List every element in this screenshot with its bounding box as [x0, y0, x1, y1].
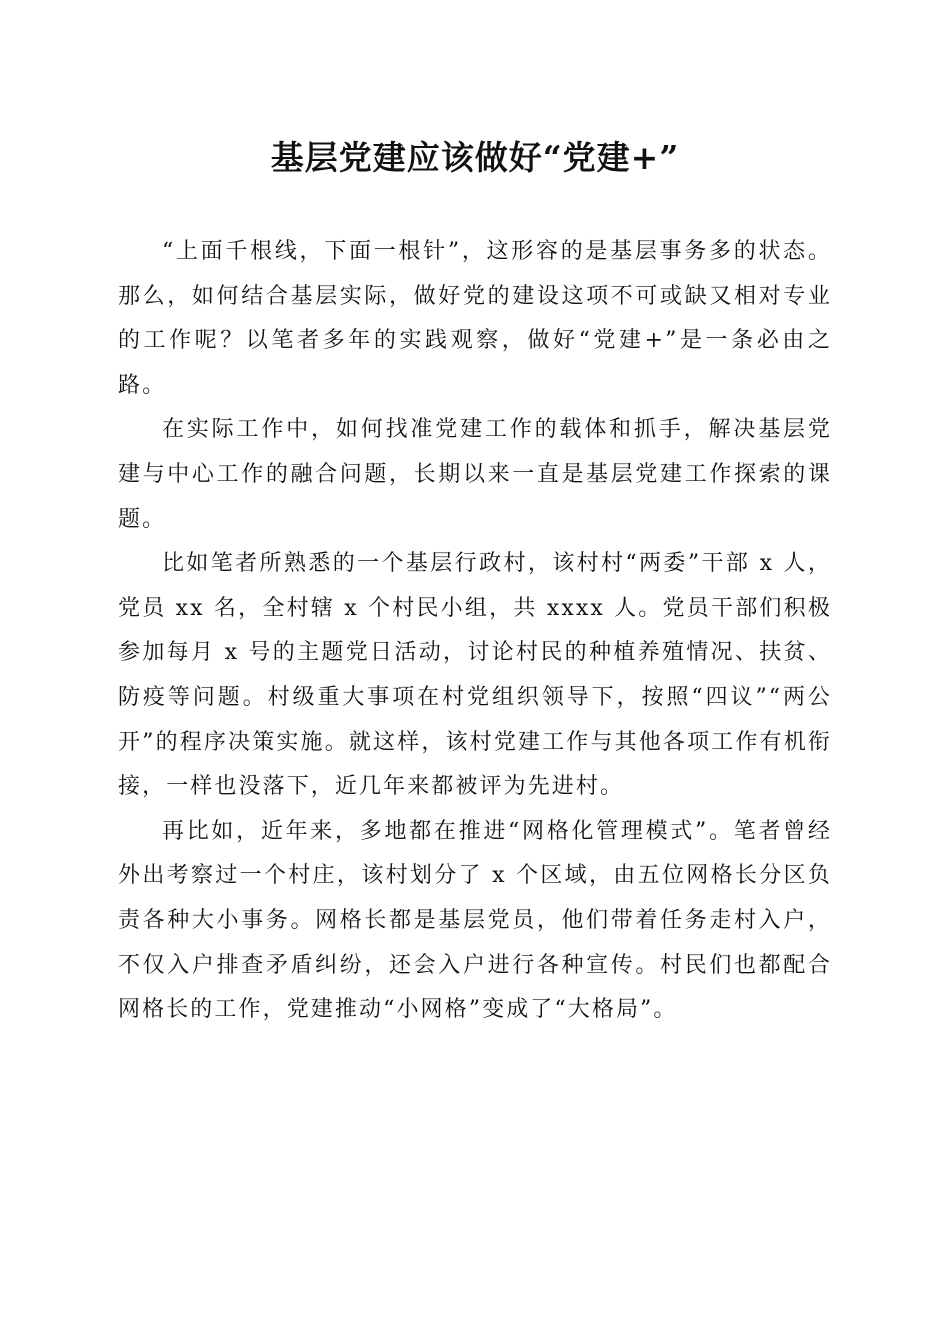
document-body: [118, 230, 832, 1033]
paragraph-2: 在实际工作中，如何找准党建工作的载体和抓手，解决基层党建与中心工作的融合问题，长期以来一直是基层党建工作探索的课题。: [118, 417, 832, 532]
paragraph-3: 比如笔者所熟悉的一个基层行政村，该村村“两委”干部 x 人，党员 xx 名，全村辖 x 个村民小组，共 xxxx 人。党员干部们积极参加每月 x 号的主题党日活动，讨论村民的种植养殖情况、扶贫、防疫等问题。村级重大事项在村党组织领导下，按照“四议”“两公开”的程序决策实施。就这样，该村党建工作与其他各项工作有机衔接，一样也没落下，近几年来都被评为先进村。: [118, 551, 832, 800]
paragraph-1: “上面千根线，下面一根针”，这形容的是基层事务多的状态。那么，如何结合基层实际，做好党的建设这项不可或缺又相对专业的工作呢？以笔者多年的实践观察，做好“党建+”是一条必由之路。: [118, 239, 832, 398]
paragraph-4: 再比如，近年来，多地都在推进“网格化管理模式”。笔者曾经外出考察过一个村庄，该村划分了 x 个区域，由五位网格长分区负责各种大小事务。网格长都是基层党员，他们带着任务走村入户，不仅入户排查矛盾纠纷，还会入户进行各种宣传。村民们也都配合网格长的工作，党建推动“小网格”变成了“大格局”。: [118, 818, 832, 1023]
document-title: 基层党建应该做好“党建+”: [270, 138, 680, 177]
